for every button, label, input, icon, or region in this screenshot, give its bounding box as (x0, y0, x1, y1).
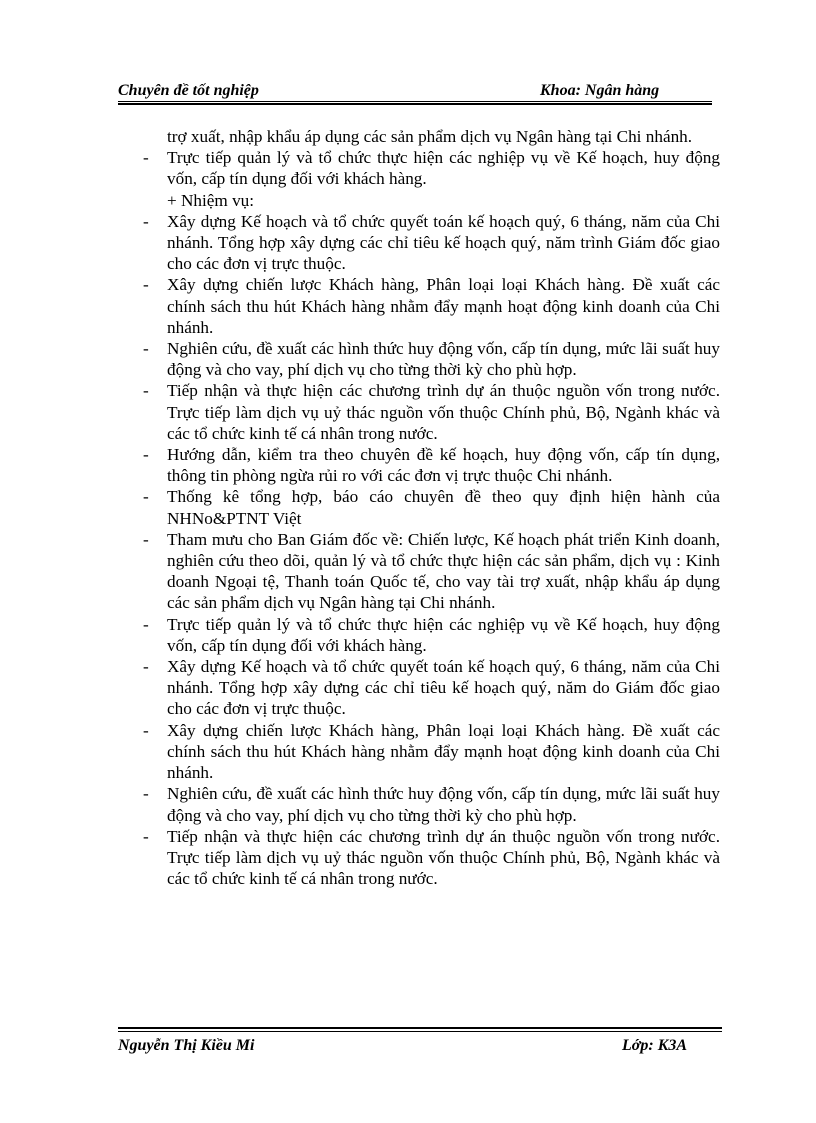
list-dash: - (143, 826, 149, 846)
page-header (118, 80, 712, 102)
list-dash: - (143, 339, 149, 359)
list-item (136, 783, 720, 825)
list-dash: - (143, 275, 149, 295)
list-item-text: Tham mưu cho Ban Giám đốc về: Chiến lược, Kế hoạch phát triển Kinh doanh, nghiên cứu theo dõi, quản lý và tổ chức thực hiện các sản phẩm, dịch vụ : Kinh doanh Ngoại tệ, Thanh toán Quốc tế, cho vay tài trợ xuất, nhập khẩu áp dụng các sản phẩm dịch vụ Ngân hàng tại Chi nhánh. (167, 529, 720, 613)
list-item-text: Xây dựng Kế hoạch và tổ chức quyết toán kế hoạch quý, 6 tháng, năm của Chi nhánh. Tổng hợp xây dựng các chỉ tiêu kế hoạch quý, năm do Giám đốc giao cho các đơn vị trực thuộc. (167, 657, 720, 719)
list-item (136, 380, 720, 444)
list-item-text: Xây dựng chiến lược Khách hàng, Phân loại loại Khách hàng. Đề xuất các chính sách thu hút Khách hàng nhằm đẩy mạnh hoạt động kinh doanh của Chi nhánh. (167, 720, 720, 783)
list-dash: - (143, 487, 149, 507)
list-item-text: Tiếp nhận và thực hiện các chương trình dự án thuộc nguồn vốn trong nước. Trực tiếp làm dịch vụ uỷ thác nguồn vốn thuộc Chính phủ, Bộ, Ngành khác và các tổ chức kinh tế cá nhân trong nước. (167, 381, 720, 443)
list-dash: - (143, 148, 149, 168)
footer-author: Nguyễn Thị Kiều Mi (118, 1037, 255, 1054)
list-dash: - (143, 381, 149, 401)
list-dash: - (143, 211, 149, 231)
list-item (136, 826, 720, 890)
list-item-text: Trực tiếp quản lý và tổ chức thực hiện các nghiệp vụ về Kế hoạch, huy động vốn, cấp tín dụng đối với khách hàng. (167, 614, 720, 655)
list-item-text: Xây dựng chiến lược Khách hàng, Phân loại loại Khách hàng. Đề xuất các chính sách thu hút Khách hàng nhằm đẩy mạnh hoạt động kinh doanh của Chi nhánh. (167, 275, 720, 337)
document-body (136, 126, 720, 889)
list-item (136, 486, 720, 528)
list-item (136, 147, 720, 189)
list-item (136, 614, 720, 656)
header-title: Chuyên đề tốt nghiệp (118, 82, 259, 99)
list-item (136, 444, 720, 486)
list-item (136, 338, 720, 380)
list-dash: - (143, 720, 149, 740)
list-dash: - (143, 657, 149, 677)
list-item-text: Thống kê tổng hợp, báo cáo chuyên đề theo quy định hiện hành của NHNo&PTNT Việt (167, 487, 720, 528)
list-item (136, 211, 720, 275)
continuation-paragraph: trợ xuất, nhập khẩu áp dụng các sản phẩm dịch vụ Ngân hàng tại Chi nhánh. (167, 127, 693, 146)
list-dash: - (143, 784, 149, 804)
list-dash: - (143, 614, 149, 634)
list-item (136, 656, 720, 720)
list-item (136, 720, 720, 784)
list-item-text: Nghiên cứu, đề xuất các hình thức huy động vốn, cấp tín dụng, mức lãi suất huy động và cho vay, phí dịch vụ cho từng thời kỳ cho phù hợp. (167, 339, 720, 380)
list-item-text: Hướng dẫn, kiểm tra theo chuyên đề kế hoạch, huy động vốn, cấp tín dụng, thông tin phòng ngừa rủi ro với các đơn vị trực thuộc Chi nhánh. (167, 445, 720, 486)
list-item (136, 529, 720, 614)
list-dash: - (143, 529, 149, 549)
footer-rule-thick (118, 1027, 722, 1029)
header-rule (118, 101, 712, 102)
footer-rule (118, 1031, 722, 1032)
list-item (136, 274, 720, 338)
header-department: Khoa: Ngân hàng (540, 82, 660, 99)
list-item-text: Xây dựng Kế hoạch và tổ chức quyết toán kế hoạch quý, 6 tháng, năm của Chi nhánh. Tổng hợp xây dựng các chỉ tiêu kế hoạch quý, năm trình Giám đốc giao cho các đơn vị trực thuộc. (167, 211, 720, 274)
list-item-text: Trực tiếp quản lý và tổ chức thực hiện các nghiệp vụ về Kế hoạch, huy động vốn, cấp tín dụng đối với khách hàng. (167, 148, 720, 189)
header-rule-thick (118, 103, 712, 105)
footer-class: Lớp: K3A (622, 1037, 688, 1054)
list-dash: - (143, 445, 149, 465)
list-item-text: Tiếp nhận và thực hiện các chương trình dự án thuộc nguồn vốn trong nước. Trực tiếp làm dịch vụ uỷ thác nguồn vốn thuộc Chính phủ, Bộ, Ngành khác và các tổ chức kinh tế cá nhân trong nước. (167, 826, 720, 889)
section-subheading: + Nhiệm vụ: (167, 190, 255, 210)
list-item-text: Nghiên cứu, đề xuất các hình thức huy động vốn, cấp tín dụng, mức lãi suất huy động và cho vay, phí dịch vụ cho từng thời kỳ cho phù hợp. (167, 784, 720, 825)
